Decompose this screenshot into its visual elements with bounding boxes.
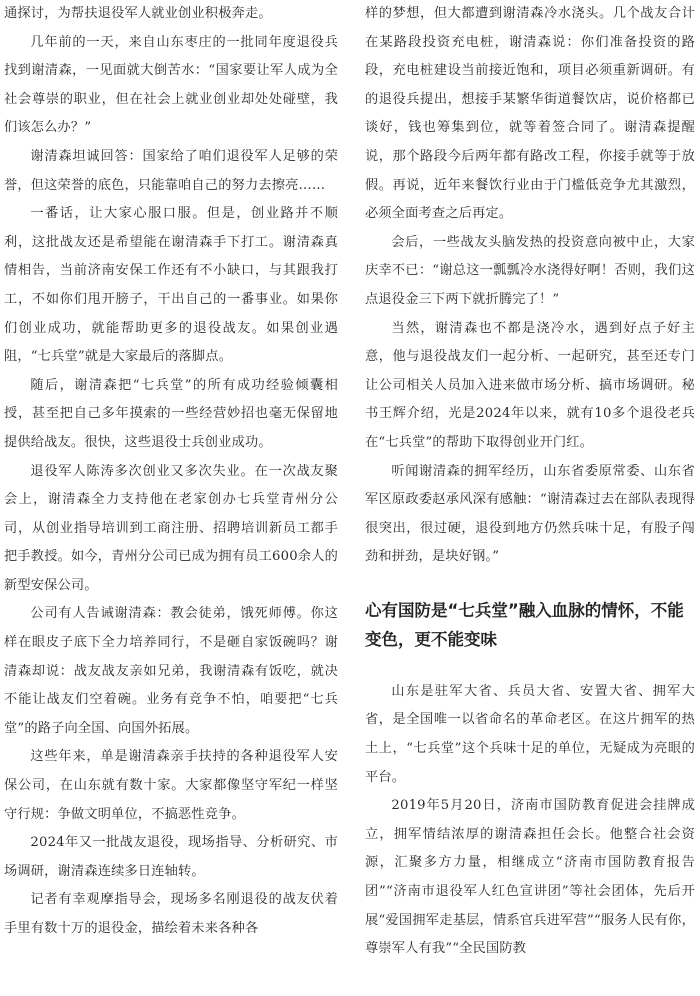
- section-heading: 心有国防是“七兵堂”融入血脉的情怀，不能变色，更不能变味: [365, 600, 684, 649]
- paragraph: 一番话，让大家心服口服。但是，创业路并不顺利，这批战友还是希望能在谢清森手下打工。谢清森真情相告，当前济南安保工作还有不小缺口，与其跟我打工，不如你们甩开膀子，干出自己的一番事业。如果你们创业成功，就能帮助更多的退役战友。如果创业遇阻，“七兵堂”就是大家最后的落脚点。: [4, 206, 338, 365]
- paragraph: 2024年又一批战友退役，现场指导、分析研究、市场调研，谢清森连续多日连轴转。: [4, 835, 338, 879]
- paragraph: 样的梦想，但大都遭到谢清森冷水浇头。几个战友合计在某路段投资充电桩，谢清森说：你们准备投资的路段，充电桩建设当前接近饱和，项目必须重新调研。有的退役兵提出，想接手某繁华街道餐饮店，说价格都已谈好，钱也筹集到位，就等着签合同了。谢清森提醒说，那个路段今后两年都有路改工程，你接手就等于放假。再说，近年来餐饮行业由于门槛低竞争尤其激烈，必须全面考查之后再定。: [365, 6, 695, 222]
- paragraph: 公司有人告诫谢清森：教会徒弟，饿死师傅。你这样在眼皮子底下全力培养同行，不是砸自家饭碗吗？谢清森却说：战友战友亲如兄弟，我谢清森有饭吃，就决不能让战友们空着碗。业务有竞争不怕，咱要把“七兵堂”的路子向全国、向国外拓展。: [4, 606, 338, 736]
- paragraph: 随后，谢清森把“七兵堂”的所有成功经验倾囊相授，甚至把自己多年摸索的一些经营妙招也毫无保留地提供给战友。很快，这些退役士兵创业成功。: [4, 377, 338, 450]
- paragraph: 记者有幸观摩指导会，现场多名刚退役的战友伏着手里有数十万的退役金，描绘着未来各种各: [4, 892, 338, 936]
- paragraph: 几年前的一天，来自山东枣庄的一批同年度退役兵找到谢清森，一见面就大倒苦水：“国家要让军人成为全社会尊崇的职业，但在社会上就业创业却处处碰壁，我们该怎么办？”: [4, 34, 338, 136]
- paragraph: 听闻谢清森的拥军经历，山东省委原常委、山东省军区原政委赵承风深有感触：“谢清森过去在部队表现得很突出，很过硬，退役到地方仍然兵味十足，有股子闯劲和拼劲，是块好钢。”: [365, 463, 695, 565]
- paragraph: 谢清森坦诚回答：国家给了咱们退役军人足够的荣誉，但这荣誉的底色，只能靠咱自己的努力去擦亮……: [4, 148, 338, 193]
- paragraph: 会后，一些战友头脑发热的投资意向被中止，大家庆幸不已：“谢总这一瓢瓢冷水浇得好啊！否则，我们这点退役金三下两下就折腾完了！”: [365, 234, 695, 307]
- paragraph: 退役军人陈涛多次创业又多次失业。在一次战友聚会上，谢清森全力支持他在老家创办七兵堂青州分公司，从创业指导培训到工商注册、招聘培训新员工都手把手教授。如今，青州分公司已成为拥有员工600余人的新型安保公司。: [4, 463, 338, 593]
- right-column: [365, 0, 695, 964]
- paragraph: 2019年5月20日，济南市国防教育促进会挂牌成立，拥军情结浓厚的谢清森担任会长。他整合社会资源，汇聚多方力量，相继成立“济南市国防教育报告团”“济南市退役军人红色宣讲团”等社会团体，先后开展“爱国拥军走基层，情系官兵进军营”“服务人民有你，尊崇军人有我”“全民国防教: [365, 798, 695, 957]
- paragraph: 山东是驻军大省、兵员大省、安置大省、拥军大省，是全国唯一以省命名的革命老区。在这片拥军的热土上，“七兵堂”这个兵味十足的单位，无疑成为亮眼的平台。: [365, 683, 695, 785]
- left-column: [4, 0, 338, 944]
- paragraph: 这些年来，单是谢清森亲手扶持的各种退役军人安保公司，在山东就有数十家。大家都像坚守军纪一样坚守行规：争做文明单位，不搞恶性竞争。: [4, 749, 338, 822]
- paragraph: 通探讨，为帮扶退役军人就业创业积极奔走。: [4, 6, 272, 21]
- paragraph: 当然，谢清森也不都是浇冷水，遇到好点子好主意，他与退役战友们一起分析、一起研究，甚至还专门让公司相关人员加入进来做市场分析、搞市场调研。秘书王辉介绍，光是2024年以来，就有10多个退役老兵在“七兵堂”的帮助下取得创业开门红。: [365, 320, 695, 450]
